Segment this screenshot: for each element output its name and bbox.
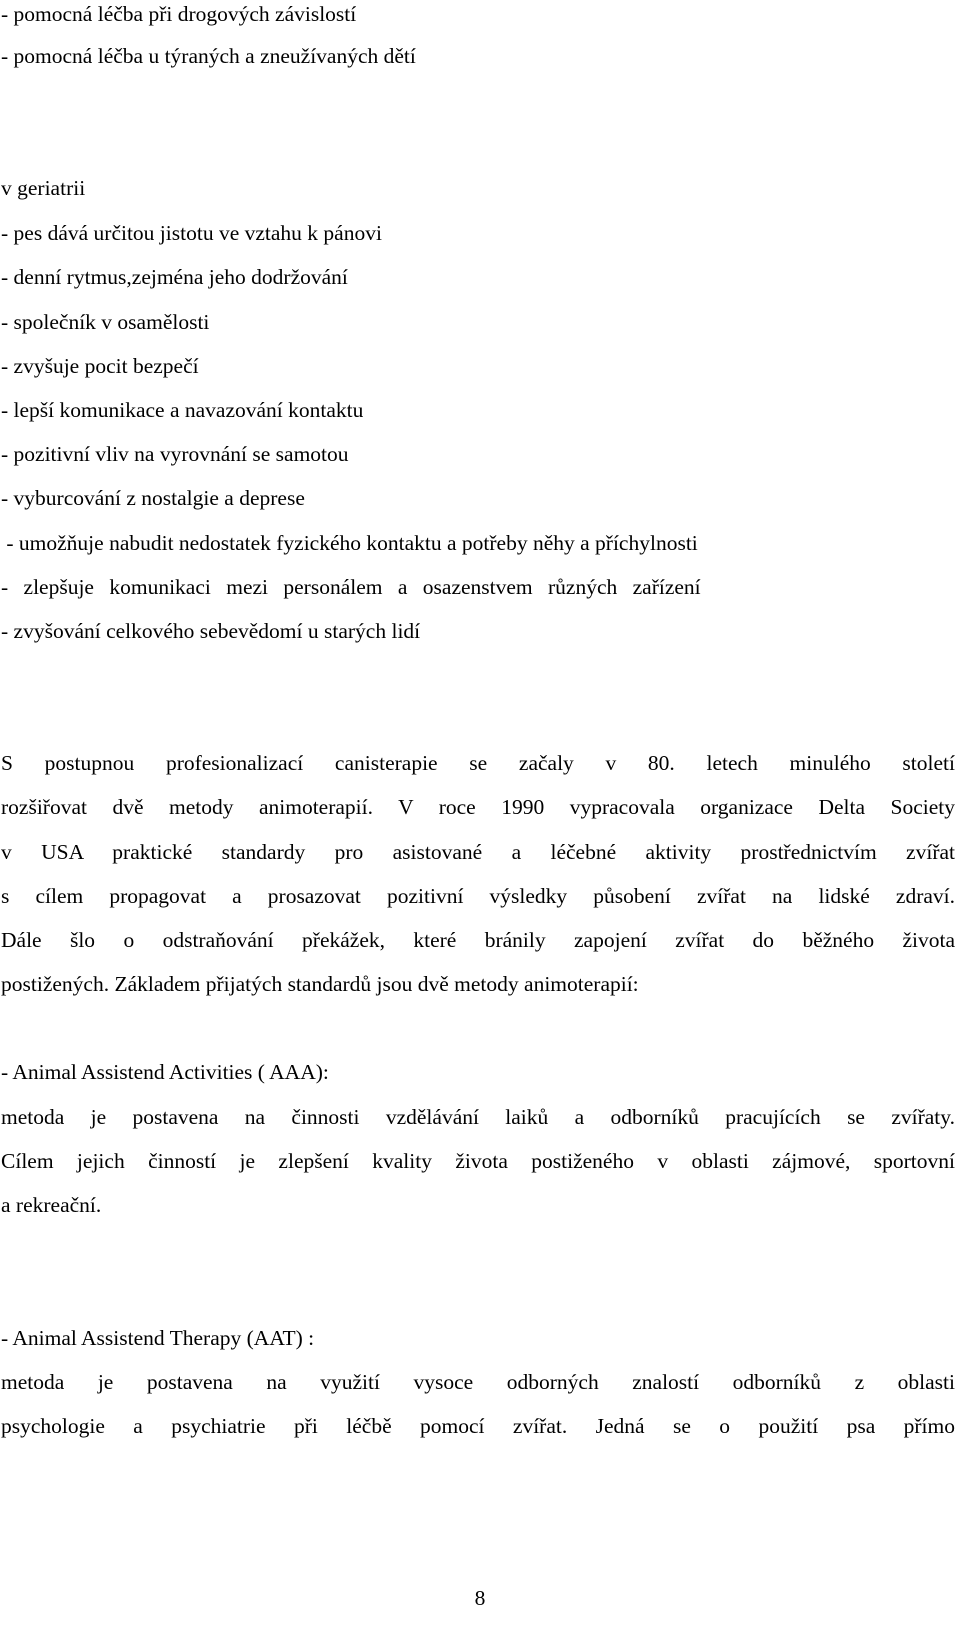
list-item: - pozitivní vliv na vyrovnání se samotou xyxy=(1,442,349,466)
paragraph-line: v USA praktické standardy pro asistované a léčebné aktivity prostřednictvím zvířat xyxy=(1,840,955,864)
list-item: - pomocná léčba při drogových závislostí xyxy=(1,2,357,26)
section-heading-geriatrics: v geriatrii xyxy=(1,176,86,200)
paragraph-line: Dále šlo o odstraňování překážek, které bránily zapojení zvířat do běžného života xyxy=(1,928,955,952)
list-item: - lepší komunikace a navazování kontaktu xyxy=(1,398,364,422)
list-item: - společník v osamělosti xyxy=(1,310,210,334)
list-item: - zvyšuje pocit bezpečí xyxy=(1,354,199,378)
paragraph-line: S postupnou profesionalizací canisterapie se začaly v 80. letech minulého století xyxy=(1,751,955,775)
paragraph-line: s cílem propagovat a prosazovat pozitivní výsledky působení zvířat na lidské zdraví. xyxy=(1,884,955,908)
paragraph-line: Cílem jejich činností je zlepšení kvality života postiženého v oblasti zájmové, sportovní xyxy=(1,1149,955,1173)
list-item: - umožňuje nabudit nedostatek fyzického kontaktu a potřeby něhy a příchylnosti xyxy=(1,531,698,555)
list-item: - denní rytmus,zejména jeho dodržování xyxy=(1,265,348,289)
list-item: - pomocná léčba u týraných a zneužívaných dětí xyxy=(1,44,416,68)
paragraph-line: metoda je postavena na činnosti vzdělávání laiků a odborníků pracujících se zvířaty. xyxy=(1,1105,955,1129)
paragraph-line: metoda je postavena na využití vysoce odborných znalostí odborníků z oblasti xyxy=(1,1370,955,1394)
list-item: - pes dává určitou jistotu ve vztahu k pánovi xyxy=(1,221,382,245)
list-item: - zvyšování celkového sebevědomí u starých lidí xyxy=(1,619,421,643)
list-item: - zlepšuje komunikaci mezi personálem a osazenstvem různých zařízení xyxy=(1,575,701,599)
section-heading-aat: - Animal Assistend Therapy (AAT) : xyxy=(1,1326,315,1350)
page-number: 8 xyxy=(474,1586,486,1610)
paragraph-line: rozšiřovat dvě metody animoterapií. V roce 1990 vypracovala organizace Delta Society xyxy=(1,795,955,819)
paragraph-line: psychologie a psychiatrie při léčbě pomocí zvířat. Jedná se o použití psa přímo xyxy=(1,1414,955,1438)
list-item: - vyburcování z nostalgie a deprese xyxy=(1,486,305,510)
paragraph-line: postižených. Základem přijatých standardů jsou dvě metody animoterapií: xyxy=(1,972,639,996)
paragraph-line: a rekreační. xyxy=(1,1193,102,1217)
section-heading-aaa: - Animal Assistend Activities ( AAA): xyxy=(1,1060,329,1084)
